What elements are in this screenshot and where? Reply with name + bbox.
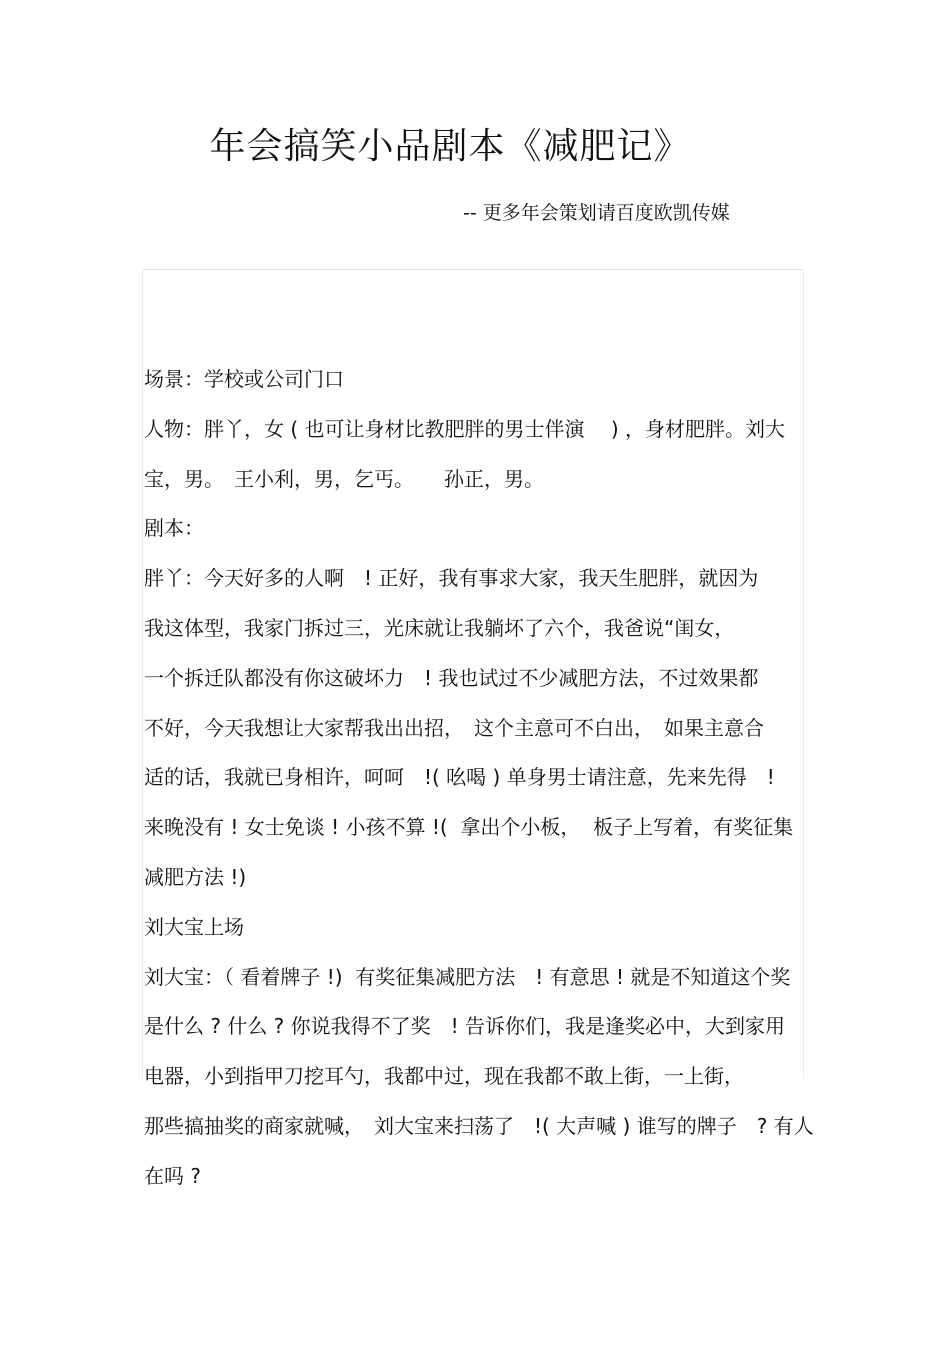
script-line: 是什么 ? 什么 ? 你说我得不了奖 ! 告诉你们，我是逢奖必中，大到家用: [144, 1014, 786, 1039]
script-line: 电器，小到指甲刀挖耳勺，我都中过，现在我都不敢上街，一上街，: [144, 1064, 744, 1089]
script-line-stage-direction: 刘大宝上场: [144, 914, 244, 939]
script-line: 减肥方法 !): [144, 864, 247, 889]
script-line: 一个拆迁队都没有你这破坏力 ! 我也试过不少减肥方法，不过效果都: [144, 665, 759, 690]
script-line: 那些搞抽奖的商家就喊， 刘大宝来扫荡了 !( 大声喊 ) 谁写的牌子 ? 有人: [144, 1113, 814, 1138]
script-body: [144, 355, 814, 1202]
script-line-characters-2: 宝，男。 王小利，男，乞丐。 孙正，男。: [144, 466, 544, 491]
script-line-script-heading: 剧本：: [144, 516, 204, 541]
script-line: 不好，今天我想让大家帮我出出招， 这个主意可不白出， 如果主意合: [144, 715, 764, 740]
document-subtitle: -- 更多年会策划请百度欧凯传媒: [463, 202, 730, 224]
script-line-scene: 场景：学校或公司门口: [144, 367, 344, 391]
script-line: 刘大宝：（ 看着牌子 !) 有奖征集减肥方法 ! 有意思 ! 就是不知道这个奖: [144, 964, 791, 989]
script-line: 胖丫：今天好多的人啊 ! 正好，我有事求大家，我天生肥胖，就因为: [144, 566, 759, 591]
content-frame-left-border: [142, 269, 143, 1079]
script-line: 我这体型，我家门拆过三，光床就让我躺坏了六个，我爸说“闺女，: [144, 615, 735, 640]
script-line: 适的话，我就已身相许，呵呵 !( 吆喝 ) 单身男士请注意，先来先得 !: [144, 765, 775, 790]
script-line-characters-1: 人物：胖丫，女 ( 也可让身材比教肥胖的男士伴演 ) ，身材肥胖。刘大: [144, 416, 786, 441]
script-line: 来晚没有 ! 女士免谈 ! 小孩不算 !( 拿出个小板， 板子上写着，有奖征集: [144, 815, 794, 840]
content-frame-top-border: [142, 269, 804, 270]
script-line: 在吗 ?: [144, 1163, 201, 1188]
document-title: 年会搞笑小品剧本《减肥记》: [209, 126, 691, 167]
